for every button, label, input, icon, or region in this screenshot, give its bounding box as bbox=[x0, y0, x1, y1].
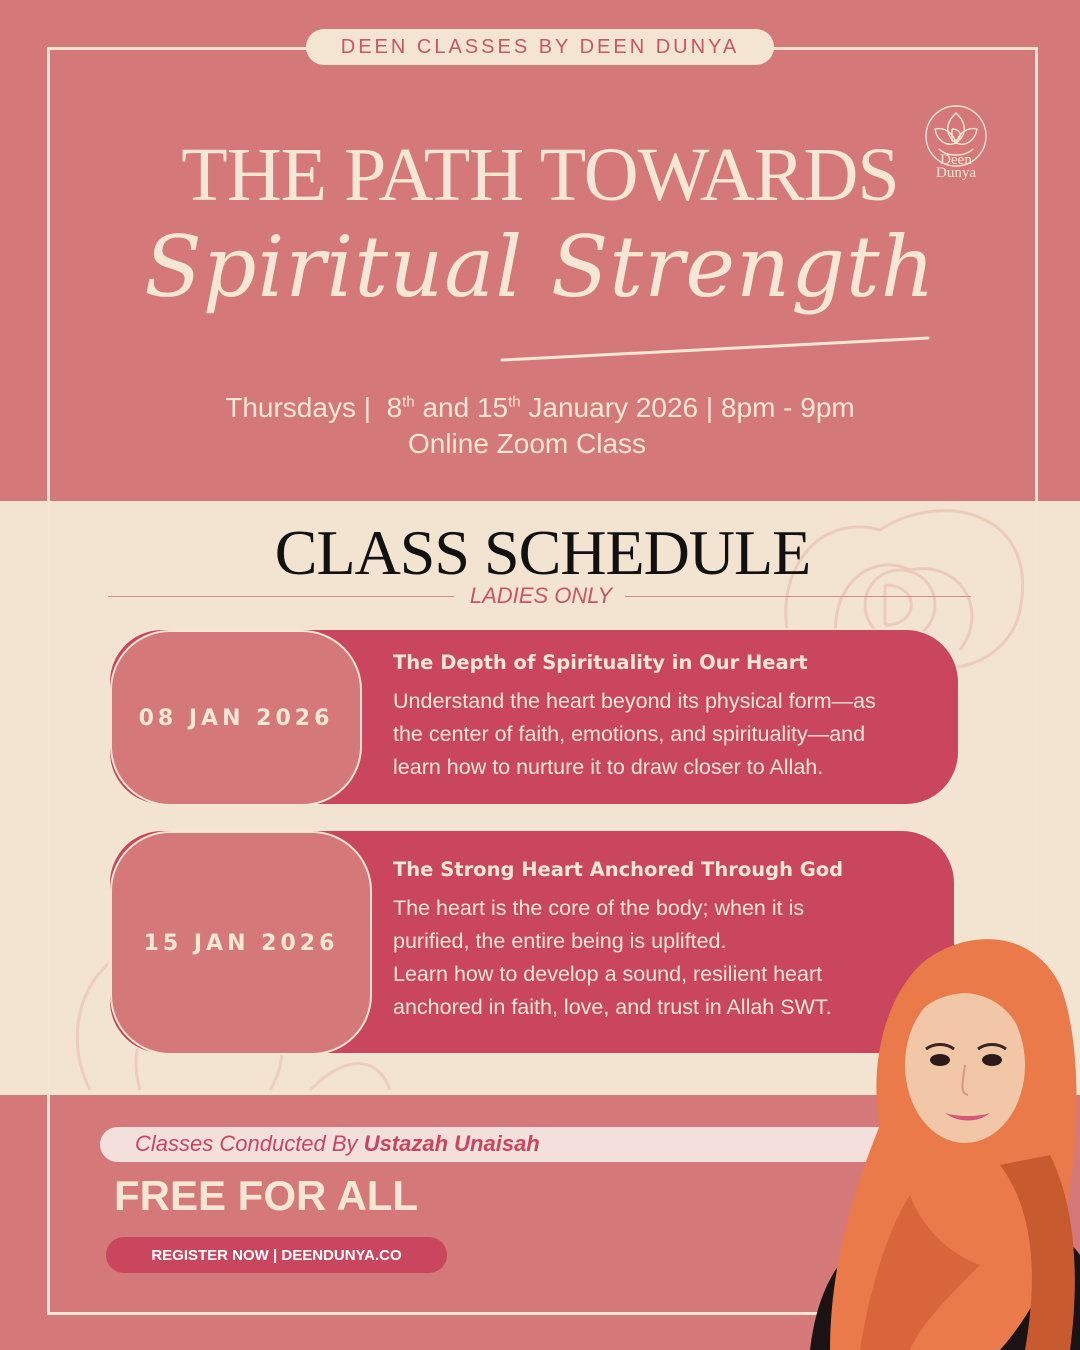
class-date-badge-2: 15 JAN 2026 bbox=[110, 831, 372, 1055]
event-month-time: January 2026 | 8pm - 9pm bbox=[528, 392, 855, 423]
event-date-1: 8 bbox=[386, 392, 403, 423]
class-description-2-line: The heart is the core of the body; when it is bbox=[393, 896, 805, 920]
brand-wordmark-line2: Dunya bbox=[936, 165, 976, 181]
headline-title: THE PATH TOWARDS bbox=[181, 133, 899, 217]
class-description-2 bbox=[393, 892, 832, 1024]
script-subtitle: Spiritual Strength bbox=[144, 218, 936, 316]
event-location: Online Zoom Class bbox=[407, 428, 647, 459]
event-and: and bbox=[422, 392, 470, 423]
class-description-1 bbox=[393, 685, 876, 784]
event-day: Thursdays | bbox=[225, 392, 372, 423]
event-date-2: 15 bbox=[476, 392, 509, 423]
audience-label: LADIES ONLY bbox=[469, 583, 613, 608]
event-timing bbox=[0, 392, 1080, 424]
class-description-2-line: Learn how to develop a sound, resilient heart bbox=[393, 962, 823, 986]
divider-left bbox=[108, 596, 454, 597]
brand-wordmark-line1: Deen bbox=[940, 152, 972, 168]
class-title-2: The Strong Heart Anchored Through God bbox=[393, 858, 844, 881]
class-description-1-line: the center of faith, emotions, and spirituality—and bbox=[393, 722, 866, 746]
event-date-1-suffix: th bbox=[402, 393, 415, 411]
class-description-2-line: purified, the entire being is uplifted. bbox=[393, 929, 727, 953]
schedule-heading: CLASS SCHEDULE bbox=[274, 517, 811, 588]
class-description-2-line: anchored in faith, love, and trust in Allah SWT. bbox=[393, 995, 832, 1019]
class-title-1: The Depth of Spirituality in Our Heart bbox=[393, 651, 808, 674]
series-badge: DEEN CLASSES BY DEEN DUNYA bbox=[306, 29, 774, 65]
brush-underline bbox=[500, 336, 930, 366]
instructor-name: Ustazah Unaisah bbox=[363, 1131, 540, 1156]
class-description-1-line: learn how to nurture it to draw closer to Allah. bbox=[393, 755, 824, 779]
price-label: FREE FOR ALL bbox=[114, 1172, 419, 1219]
instructor-prefix: Classes Conducted By bbox=[135, 1131, 358, 1156]
register-button[interactable]: REGISTER NOW | DEENDUNYA.CO bbox=[106, 1237, 447, 1273]
event-date-2-suffix: th bbox=[508, 393, 521, 411]
class-description-1-line: Understand the heart beyond its physical form—as bbox=[393, 689, 876, 713]
divider-right bbox=[625, 596, 971, 597]
instructor-credit bbox=[135, 1131, 540, 1157]
class-date-badge-1: 08 JAN 2026 bbox=[110, 630, 362, 806]
instructor-photo bbox=[800, 925, 1080, 1350]
